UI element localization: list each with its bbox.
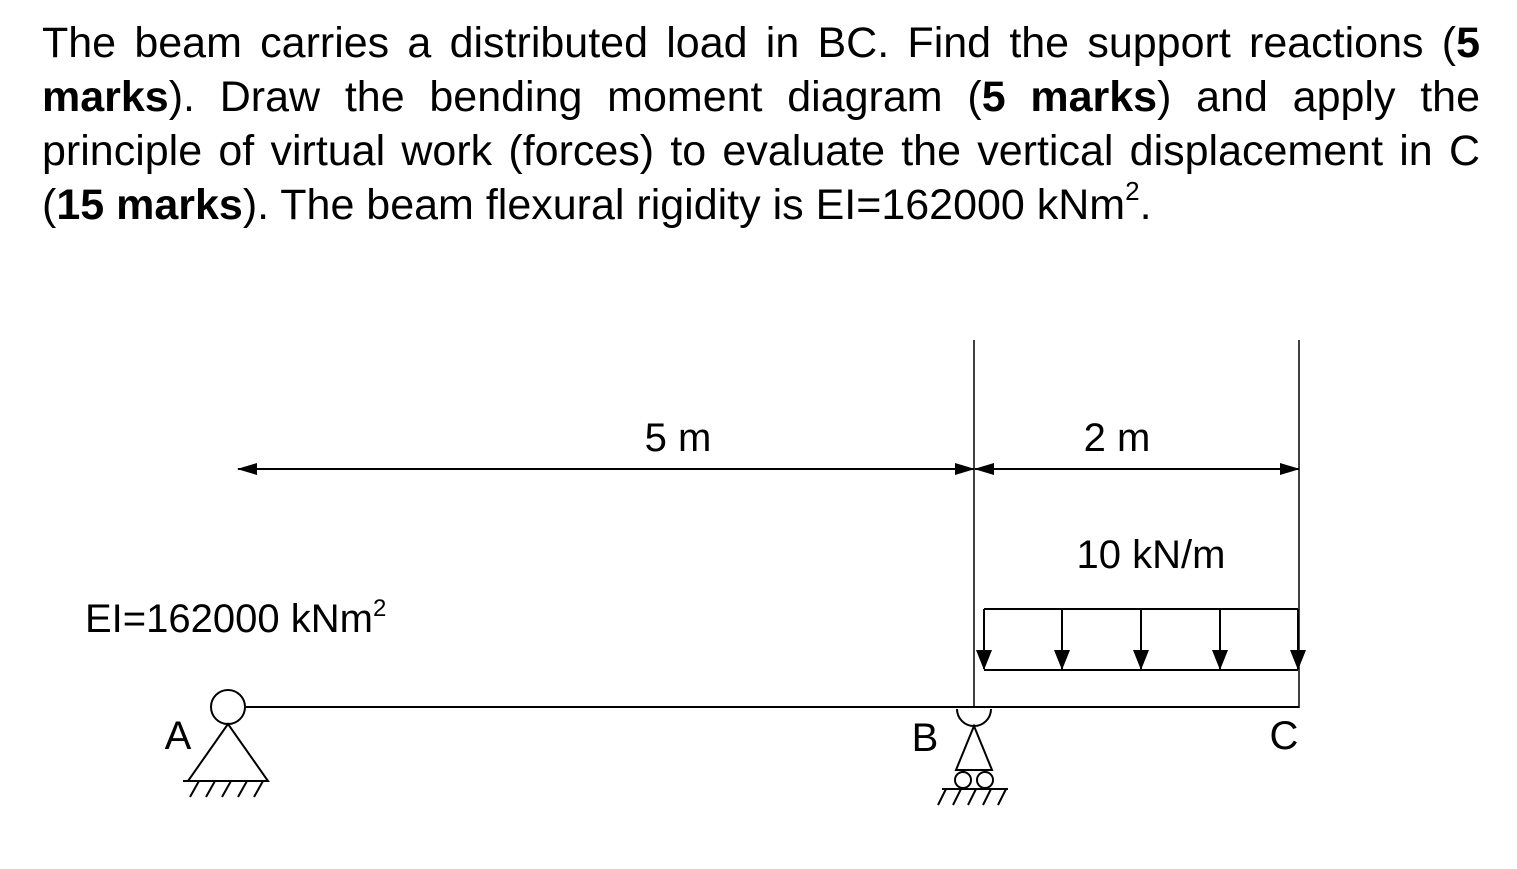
problem-text-4: ). The beam flexural rigidity is EI=162000 kNm	[242, 181, 1126, 229]
problem-text-2: ). Draw the bending moment diagram (	[168, 73, 982, 121]
load-label: 10 kN/m	[1076, 533, 1226, 577]
ei-label-text: EI=162000 kNm	[85, 597, 373, 641]
ei-label	[85, 595, 386, 641]
marks-bending-moment: 5 marks	[981, 73, 1158, 121]
pin-support-a-triangle	[188, 724, 268, 781]
pin-support-a-hatching	[190, 781, 263, 797]
marks-reactions: 5 marks	[42, 19, 1480, 121]
point-c-label: C	[1269, 714, 1299, 758]
roller-support-b-wheel	[977, 772, 993, 788]
marks-virtual-work: 15 marks	[56, 181, 243, 229]
problem-text-1: The beam carries a distributed load in BC. Find the support reactions (	[42, 19, 1457, 67]
problem-text-5: .	[1139, 181, 1152, 229]
point-b-label: B	[911, 716, 939, 760]
roller-support-b-wheel	[955, 772, 971, 788]
roller-support-b-triangle	[956, 726, 992, 770]
roller-support-b-hatching	[938, 789, 1006, 805]
point-a-label: A	[164, 714, 192, 758]
roller-support-b	[938, 709, 1008, 805]
span-ab-label: 5 m	[644, 416, 712, 460]
problem-text-3: ) and apply the principle of virtual work (forces) to evaluate the vertical displacement in C (	[42, 73, 1480, 229]
ei-label-superscript: 2	[372, 595, 387, 622]
distributed-load	[984, 609, 1298, 670]
span-bc-label: 2 m	[1083, 416, 1151, 460]
problem-superscript: 2	[1125, 175, 1140, 206]
pin-support-a-hinge	[211, 690, 245, 724]
